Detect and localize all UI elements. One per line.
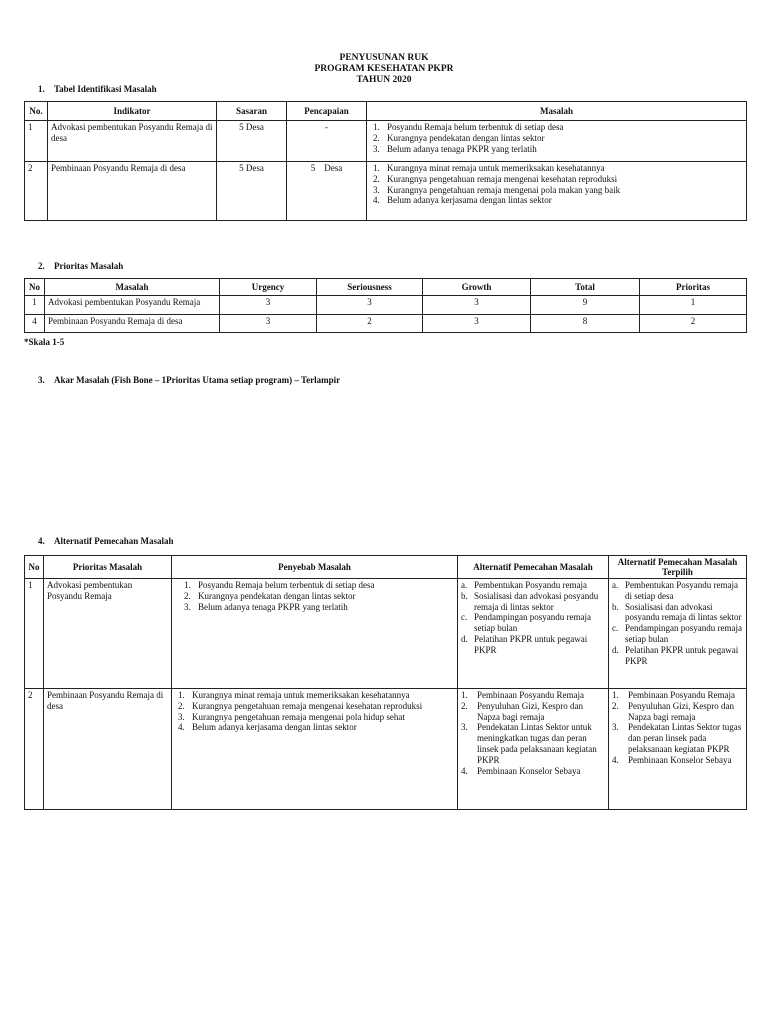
list-item: c. Pendampingan posyandu remaja setiap bulan (612, 623, 742, 644)
table-row (25, 121, 747, 162)
table-row (25, 296, 747, 315)
cell-sasaran: 5 Desa (217, 162, 287, 221)
list-item: 3. Pendekatan Lintas Sektor untuk meningkatkan tugas dan peran linsek pada pelaksanaan kegiatan PKPR (461, 722, 597, 765)
cell-alternatif (458, 689, 609, 810)
cell-masalah: Pembinaan Posyandu Remaja di desa (45, 315, 220, 333)
list-item: Kurangnya minat remaja untuk memeriksakan kesehatannya (387, 163, 605, 173)
table-row (25, 689, 747, 810)
list-item: 4. Pembinaan Konselor Sebaya (612, 754, 732, 765)
col-header-penyebab: Penyebab Masalah (172, 556, 458, 579)
alternatif-table (24, 555, 747, 810)
list-item: a. Pembentukan Posyandu remaja di setiap desa (612, 580, 738, 601)
col-header-prioritas-masalah: Prioritas Masalah (44, 556, 172, 579)
cell-prioritas: Advokasi pembentukan Posyandu Remaja (44, 579, 172, 689)
list-item: Kurangnya minat remaja untuk memeriksakan kesehatannya (192, 690, 410, 700)
identifikasi-header-row (25, 102, 747, 121)
col-header-no: No (25, 279, 45, 296)
list-item: Kurangnya pengetahuan remaja mengenai pola hidup sehat (192, 711, 405, 722)
cell-terpilih (609, 689, 747, 810)
cell-urgency: 3 (220, 315, 317, 333)
list-item: Kurangnya pendekatan dengan lintas sektor (198, 590, 356, 601)
list-item: Belum adanya kerjasama dengan lintas sektor (387, 195, 552, 206)
penyebab-list (175, 580, 454, 612)
terpilih-list (612, 690, 743, 766)
list-item: c. Pendampingan posyandu remaja setiap bulan (461, 612, 591, 634)
cell-total: 8 (531, 315, 640, 333)
cell-prioritas: Pembinaan Posyandu Remaja di desa (44, 689, 172, 810)
col-header-sasaran: Sasaran (217, 102, 287, 121)
cell-growth: 3 (423, 315, 531, 333)
col-header-masalah: Masalah (45, 279, 220, 296)
prioritas-table (24, 278, 747, 333)
table-row (25, 315, 747, 333)
section-3-heading: 3. Akar Masalah (Fish Bone – 1Prioritas Utama setiap program) – Terlampir (38, 375, 341, 385)
list-item: Belum adanya kerjasama dengan lintas sektor (192, 722, 357, 733)
cell-prioritas: 2 (640, 315, 747, 333)
list-item: Kurangnya pengetahuan remaja mengenai kesehatan reproduksi (192, 700, 423, 711)
list-item: Belum adanya tenaga PKPR yang terlatih (198, 601, 348, 612)
identifikasi-table (24, 101, 747, 221)
doc-title-line1: PENYUSUNAN RUK (339, 53, 429, 63)
cell-no: 1 (25, 121, 48, 162)
section-4-heading: 4. Alternatif Pemecahan Masalah (38, 536, 174, 546)
document-header (0, 53, 768, 86)
cell-masalah (367, 162, 747, 221)
list-item: d. Pelatihan PKPR untuk pegawai PKPR (612, 644, 739, 666)
cell-no: 2 (25, 689, 44, 810)
cell-seriousness: 3 (317, 296, 423, 315)
list-item: 2. Penyuluhan Gizi, Kespro dan Napza bagi remaja (612, 700, 734, 722)
cell-penyebab (172, 689, 458, 810)
cell-indikator: Advokasi pembentukan Posyandu Remaja di desa (48, 121, 217, 162)
col-header-prioritas: Prioritas (640, 279, 747, 296)
alternatif-list (461, 690, 605, 776)
col-header-total: Total (531, 279, 640, 296)
list-item: Kurangnya pendekatan dengan lintas sektor (387, 132, 545, 143)
list-item: 1. Pembinaan Posyandu Remaja (612, 690, 735, 700)
scale-note: *Skala 1-5 (24, 337, 65, 347)
section-1-heading: 1. Tabel Identifikasi Masalah (38, 84, 157, 94)
list-item: 4. Pembinaan Konselor Sebaya (461, 765, 581, 776)
cell-growth: 3 (423, 296, 531, 315)
list-item: b. Sosialisasi dan advokasi posyandu remaja di lintas sektor (461, 590, 599, 612)
col-header-no: No (25, 556, 44, 579)
list-item: d. Pelatihan PKPR untuk pegawai PKPR (461, 633, 588, 655)
list-item: Kurangnya pengetahuan remaja mengenai pola makan yang baik (387, 184, 621, 195)
terpilih-list (612, 580, 743, 666)
cell-penyebab (172, 579, 458, 689)
list-item: Belum adanya tenaga PKPR yang terlatih (387, 143, 537, 154)
cell-urgency: 3 (220, 296, 317, 315)
list-item: 2. Penyuluhan Gizi, Kespro dan Napza bagi remaja (461, 700, 583, 722)
list-item: b. Sosialisasi dan advokasi posyandu remaja di lintas sektor (612, 601, 742, 623)
col-header-no: No. (25, 102, 48, 121)
alternatif-header-row (25, 556, 747, 579)
doc-title-line2: PROGRAM KESEHATAN PKPR (314, 64, 454, 74)
cell-no: 1 (25, 296, 45, 315)
penyebab-list (175, 690, 454, 733)
col-header-urgency: Urgency (220, 279, 317, 296)
cell-prioritas: 1 (640, 296, 747, 315)
cell-no: 2 (25, 162, 48, 221)
cell-terpilih (609, 579, 747, 689)
cell-masalah (367, 121, 747, 162)
list-item: Posyandu Remaja belum terbentuk di setiap desa (198, 580, 375, 590)
prioritas-header-row (25, 279, 747, 296)
cell-no: 4 (25, 315, 45, 333)
list-item: 1. Pembinaan Posyandu Remaja (461, 690, 584, 700)
col-header-indikator: Indikator (48, 102, 217, 121)
table-row (25, 162, 747, 221)
section-2-heading: 2. Prioritas Masalah (38, 261, 124, 271)
cell-indikator: Pembinaan Posyandu Remaja di desa (48, 162, 217, 221)
cell-masalah: Advokasi pembentukan Posyandu Remaja (45, 296, 220, 315)
cell-no: 1 (25, 579, 44, 689)
table-row (25, 579, 747, 689)
alternatif-list (461, 580, 605, 656)
cell-seriousness: 2 (317, 315, 423, 333)
col-header-seriousness: Seriousness (317, 279, 423, 296)
masalah-list (370, 122, 743, 154)
list-item: 3. Pendekatan Lintas Sektor tugas dan peran linsek pada pelaksanaan kegiatan PKPR (612, 722, 742, 754)
col-header-terpilih: Alternatif Pemecahan Masalah Terpilih (609, 556, 747, 579)
list-item: a. Pembentukan Posyandu remaja (461, 580, 587, 590)
col-header-masalah: Masalah (367, 102, 747, 121)
cell-alternatif (458, 579, 609, 689)
cell-total: 9 (531, 296, 640, 315)
col-header-pencapaian: Pencapaian (287, 102, 367, 121)
list-item: Kurangnya pengetahuan remaja mengenai kesehatan reproduksi (387, 173, 618, 184)
list-item: Posyandu Remaja belum terbentuk di setiap desa (387, 122, 564, 132)
col-header-alternatif: Alternatif Pemecahan Masalah (458, 556, 609, 579)
cell-sasaran: 5 Desa (217, 121, 287, 162)
cell-pencapaian: 5 Desa (287, 162, 367, 221)
doc-title-line3: TAHUN 2020 (356, 75, 412, 85)
cell-pencapaian: - (287, 121, 367, 162)
masalah-list (370, 163, 743, 206)
col-header-growth: Growth (423, 279, 531, 296)
